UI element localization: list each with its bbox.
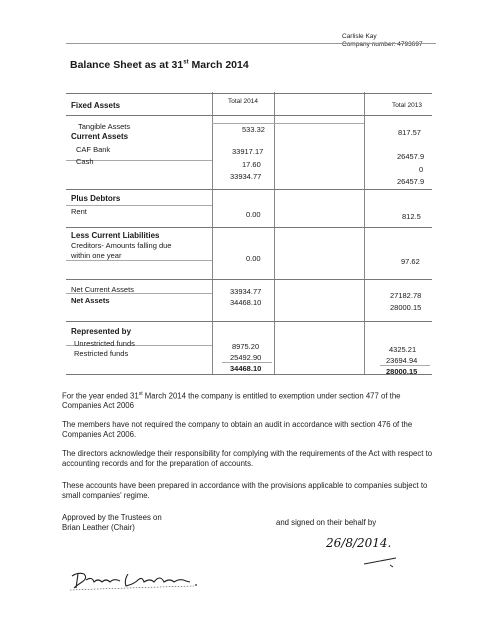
cash-label: Cash xyxy=(76,157,94,166)
rule-total-2014 xyxy=(222,362,272,363)
company-number: Company number: 4793697 xyxy=(342,41,423,48)
unrestricted-funds-2014: 8975.20 xyxy=(232,342,260,351)
creditors-label-line2: within one year xyxy=(71,251,122,260)
cash-2014: 17.60 xyxy=(242,160,261,169)
restricted-funds-label: Restricted funds xyxy=(74,349,129,358)
rule-top xyxy=(66,93,432,94)
rule-section-3 xyxy=(66,279,432,280)
rule-total-2013 xyxy=(380,365,430,366)
col-divider-3 xyxy=(364,92,365,374)
plus-debtors-heading: Plus Debtors xyxy=(71,194,121,203)
caf-bank-2013: 26457.9 xyxy=(397,152,425,161)
responsibility-paragraph: The directors acknowledge their responsibility for complying with the requirements of the Act with respect to accounting records and for the preparation of accounts. xyxy=(62,449,433,468)
rule-section-2 xyxy=(66,227,432,228)
approval-line: Approved by the Trustees on xyxy=(62,513,162,522)
signature-mark-icon xyxy=(360,555,400,569)
current-assets-subtotal-2014: 33934.77 xyxy=(230,172,262,181)
creditors-label-line1: Creditors- Amounts falling due xyxy=(71,241,172,250)
net-assets-2013: 28000.15 xyxy=(390,303,422,312)
restricted-funds-2013: 23694.94 xyxy=(386,356,418,365)
column-header-2013: Total 2013 xyxy=(392,102,422,109)
tangible-assets-2014: 533.32 xyxy=(242,125,265,134)
rule-mid-1 xyxy=(212,123,364,124)
tangible-assets-2013: 817.57 xyxy=(398,128,421,137)
small-companies-paragraph: These accounts have been prepared in accordance with the provisions applicable to companies subject to small companies' regime. xyxy=(62,481,428,500)
handwritten-date: 26/8/2014. xyxy=(326,536,392,550)
company-name: Carlisle Kay xyxy=(342,33,377,40)
current-assets-heading: Current Assets xyxy=(71,132,129,141)
net-current-assets-2013: 27182.78 xyxy=(390,291,422,300)
represented-total-2013: 28000.15 xyxy=(386,367,418,376)
fixed-assets-heading: Fixed Assets xyxy=(71,101,121,110)
unrestricted-funds-label: Unrestricted funds xyxy=(74,339,135,348)
net-assets-label: Net Assets xyxy=(71,296,110,305)
col-divider-1 xyxy=(212,92,213,374)
represented-total-2014: 34468.10 xyxy=(230,364,262,373)
rule-left-b xyxy=(66,205,212,206)
column-header-2014: Total 2014 xyxy=(228,98,258,105)
creditors-2013: 97.62 xyxy=(401,257,420,266)
rent-2013: 812.5 xyxy=(402,212,421,221)
restricted-funds-2014: 25492.90 xyxy=(230,353,262,362)
cash-2013: 0 xyxy=(419,165,424,174)
rule-section-4 xyxy=(66,321,432,322)
tangible-assets-label: Tangible Assets xyxy=(78,122,131,131)
unrestricted-funds-2013: 4325.21 xyxy=(389,345,417,354)
caf-bank-label: CAF Bank xyxy=(76,145,111,154)
current-assets-subtotal-2013: 26457.9 xyxy=(397,177,425,186)
represented-by-heading: Represented by xyxy=(71,327,132,336)
exemption-paragraph: For the year ended 31st March 2014 the company is entitled to exemption under section 477 of the Companies Act 2006 xyxy=(62,391,401,411)
creditors-2014: 0.00 xyxy=(246,254,261,263)
col-divider-2 xyxy=(274,92,275,374)
rule-left-c xyxy=(66,260,212,261)
rule-section-1 xyxy=(66,189,432,190)
signature-image xyxy=(64,566,224,596)
less-liabilities-heading: Less Current Liabilities xyxy=(71,231,160,240)
rent-label: Rent xyxy=(71,207,87,216)
net-current-assets-2014: 33934.77 xyxy=(230,287,262,296)
net-current-assets-label: Net Current Assets xyxy=(71,285,134,294)
net-assets-2014: 34468.10 xyxy=(230,298,262,307)
chair-name: Brian Leather (Chair) xyxy=(62,523,135,532)
rent-2014: 0.00 xyxy=(246,210,261,219)
header-divider xyxy=(66,43,436,44)
caf-bank-2014: 33917.17 xyxy=(232,147,264,156)
rule-bottom xyxy=(66,374,432,375)
signed-on-behalf: and signed on their behalf by xyxy=(276,518,377,527)
page-title: Balance Sheet as at 31st March 2014 xyxy=(70,59,249,71)
audit-paragraph: The members have not required the company to obtain an audit in accordance with section 476 of the Companies Act 2006. xyxy=(62,420,413,439)
rule-after-fixed-heading xyxy=(66,115,432,116)
